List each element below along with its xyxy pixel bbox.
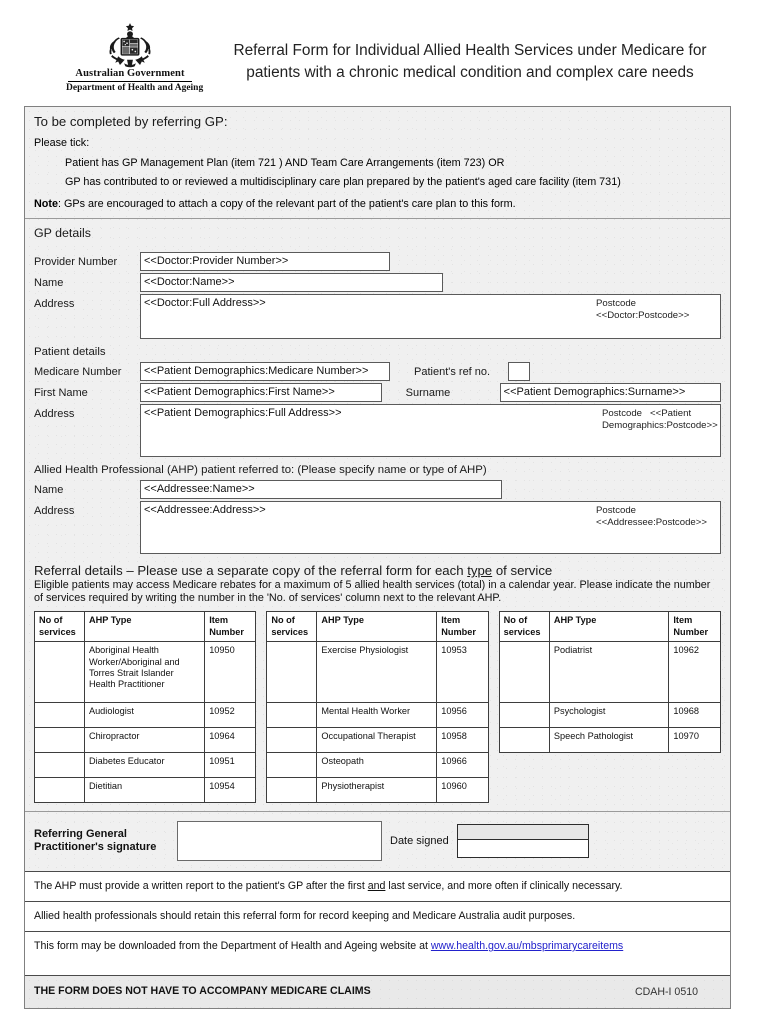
signature-row — [34, 812, 721, 871]
document-header — [0, 0, 770, 104]
provider-number-row — [34, 252, 721, 271]
footer-code: CDAH-I 0510 — [635, 986, 698, 998]
cell-no-of-services[interactable] — [35, 778, 85, 803]
crest-line-2: Department of Health and Ageing — [66, 83, 204, 93]
cell-no-of-services[interactable] — [35, 753, 85, 778]
cell-no-of-services[interactable] — [267, 703, 317, 728]
referral-title-part1: Referral details – Please use a separate copy of the referral form for each — [34, 563, 468, 578]
crest-divider — [68, 81, 192, 82]
australian-coat-of-arms-icon — [94, 22, 166, 68]
notice3-text: This form may be downloaded from the Department of Health and Ageing website at — [34, 940, 431, 953]
header-item-number: Item Number — [437, 612, 488, 642]
patient-details-title: Patient details — [34, 346, 106, 358]
date-field-top — [458, 825, 588, 840]
cell-no-of-services[interactable] — [267, 728, 317, 753]
header-item-number: Item Number — [669, 612, 721, 642]
referral-details-title — [34, 554, 721, 578]
crest-line-1: Australian Government — [75, 68, 185, 79]
cell-item-number: 10950 — [205, 642, 256, 703]
cell-ahp-type: Aboriginal Health Worker/Aboriginal and Torres Strait Islander Health Practitioner — [84, 642, 204, 703]
cell-ahp-type: Dietitian — [84, 778, 204, 803]
patient-details-section — [25, 339, 730, 457]
header-no-of-services: No of services — [267, 612, 317, 642]
header-ahp-type: AHP Type — [549, 612, 669, 642]
notice1-part1: The AHP must provide a written report to the patient's GP after the first — [34, 880, 368, 893]
patient-postcode-label: Postcode — [602, 408, 643, 419]
cell-item-number: 10953 — [437, 642, 488, 703]
first-name-row — [34, 383, 721, 402]
gp-address-field[interactable] — [140, 294, 721, 339]
table-row — [35, 728, 256, 753]
cell-ahp-type: Speech Pathologist — [549, 728, 669, 753]
gp-details-section — [25, 219, 730, 339]
gp-postcode-block — [596, 298, 714, 322]
ahp-address-label: Address — [34, 505, 75, 517]
cell-item-number: 10956 — [437, 703, 488, 728]
notice1-part2: last service, and more often if clinically necessary. — [385, 880, 623, 893]
spacer — [34, 242, 721, 250]
ahp-name-field[interactable]: <<Addressee:Name>> — [140, 480, 502, 499]
header-ahp-type: AHP Type — [317, 612, 437, 642]
surname-label: Surname — [405, 387, 451, 399]
notice-download — [25, 931, 730, 975]
cell-ahp-type: Audiologist — [84, 703, 204, 728]
cell-ahp-type: Osteopath — [317, 753, 437, 778]
note-label: Note — [34, 198, 58, 210]
gp-address-label: Address — [34, 298, 75, 310]
gp-address-row — [34, 294, 721, 339]
gp-address-value: <<Doctor:Full Address>> — [144, 297, 266, 309]
table-row — [499, 703, 720, 728]
page-title: Referral Form for Individual Allied Health Services under Medicare for patients with a chronic medical condition and complex care needs — [233, 42, 707, 81]
gp-instructions-section — [25, 107, 730, 218]
gp-postcode-label: Postcode — [596, 298, 637, 309]
first-name-label: First Name — [34, 387, 88, 399]
medicare-number-field[interactable]: <<Patient Demographics:Medicare Number>> — [140, 362, 390, 381]
cell-no-of-services[interactable] — [267, 778, 317, 803]
cell-item-number: 10964 — [205, 728, 256, 753]
cell-no-of-services[interactable] — [499, 728, 549, 753]
ahp-table-column-2 — [266, 611, 488, 803]
notice-written-report — [25, 871, 730, 901]
patient-address-label: Address — [34, 408, 75, 420]
gp-postcode-value[interactable]: <<Doctor:Postcode>> — [596, 310, 690, 321]
surname-field[interactable]: <<Patient Demographics:Surname>> — [500, 383, 721, 402]
cell-no-of-services[interactable] — [35, 703, 85, 728]
ahp-name-label: Name — [34, 484, 64, 496]
cell-ahp-type: Mental Health Worker — [317, 703, 437, 728]
notice-record-keeping: Allied health professionals should retain this referral form for record keeping and Medicare Australia audit purposes. — [25, 901, 730, 931]
cell-item-number: 10968 — [669, 703, 721, 728]
date-signed-field[interactable] — [457, 824, 589, 858]
note-text: : GPs are encouraged to attach a copy of the relevant part of the patient's care plan to this form. — [58, 198, 516, 210]
tick-option-2[interactable]: GP has contributed to or reviewed a multidisciplinary care plan prepared by the patient's aged care facility (item 731) — [65, 176, 621, 188]
ahp-name-row — [34, 480, 721, 499]
gp-instructions-heading: To be completed by referring GP: — [34, 114, 228, 129]
table-row — [35, 642, 256, 703]
ahp-postcode-label: Postcode — [596, 505, 637, 516]
table-row — [267, 728, 488, 753]
cell-ahp-type: Exercise Physiologist — [317, 642, 437, 703]
gp-name-row — [34, 273, 721, 292]
referral-details-section — [25, 554, 730, 811]
patient-ref-no-label: Patient's ref no. — [414, 366, 491, 378]
cell-ahp-type: Physiotherapist — [317, 778, 437, 803]
please-tick-label: Please tick: — [34, 137, 90, 149]
referral-details-body: Eligible patients may access Medicare rebates for a maximum of 5 allied health services (total) in a calendar year. Please indicate the number of services required by writing the number in the 'No. of services' column next to the relevant AHP. — [34, 579, 711, 605]
patient-address-row — [34, 404, 721, 457]
health-website-link[interactable]: www.health.gov.au/mbsprimarycareitems — [430, 940, 624, 953]
cell-ahp-type: Occupational Therapist — [317, 728, 437, 753]
patient-ref-no-field[interactable] — [508, 362, 530, 381]
table-header-row — [499, 612, 720, 642]
tick-option-1[interactable]: Patient has GP Management Plan (item 721 ) AND Team Care Arrangements (item 723) OR — [65, 157, 505, 169]
ahp-address-value: <<Addressee:Address>> — [144, 504, 266, 516]
patient-address-value: <<Patient Demographics:Full Address>> — [144, 407, 342, 419]
table-header-row — [35, 612, 256, 642]
table-header-row — [267, 612, 488, 642]
signature-label: Referring General Practitioner's signature — [34, 827, 157, 854]
table-row — [267, 642, 488, 703]
gp-note — [34, 189, 721, 218]
referral-form-panel — [24, 106, 731, 1009]
ahp-type-tables — [34, 611, 721, 811]
notice-no-medicare-claims: THE FORM DOES NOT HAVE TO ACCOMPANY MEDICARE CLAIMS — [25, 975, 730, 1008]
signature-section — [25, 812, 730, 871]
cell-item-number: 10966 — [437, 753, 488, 778]
ahp-table-column-1 — [34, 611, 256, 803]
table-row — [267, 778, 488, 803]
ahp-referred-section — [25, 457, 730, 554]
cell-ahp-type: Chiropractor — [84, 728, 204, 753]
table-row — [35, 703, 256, 728]
cell-item-number: 10970 — [669, 728, 721, 753]
cell-item-number: 10958 — [437, 728, 488, 753]
ahp-address-row — [34, 501, 721, 554]
table-row — [35, 753, 256, 778]
patient-address-field[interactable] — [140, 404, 721, 457]
gp-details-title: GP details — [34, 226, 91, 240]
referral-title-underlined: type — [467, 563, 493, 578]
notice1-underlined: and — [367, 880, 386, 893]
gp-name-field[interactable]: <<Doctor:Name>> — [140, 273, 443, 292]
cell-no-of-services[interactable] — [499, 703, 549, 728]
cell-item-number: 10962 — [669, 642, 721, 703]
cell-no-of-services[interactable] — [267, 753, 317, 778]
header-ahp-type: AHP Type — [84, 612, 204, 642]
cell-no-of-services[interactable] — [35, 642, 85, 703]
cell-item-number: 10960 — [437, 778, 488, 803]
cell-ahp-type: Diabetes Educator — [84, 753, 204, 778]
gp-name-label: Name — [34, 277, 64, 289]
first-name-field[interactable]: <<Patient Demographics:First Name>> — [140, 383, 382, 402]
cell-ahp-type: Podiatrist — [549, 642, 669, 703]
header-no-of-services: No of services — [499, 612, 549, 642]
ahp-referred-title: Allied Health Professional (AHP) patient referred to: (Please specify name or type of AHP) — [34, 464, 487, 476]
ahp-address-field[interactable] — [140, 501, 721, 554]
patient-postcode-block — [602, 408, 718, 432]
signature-field[interactable] — [177, 821, 382, 861]
date-field-input[interactable] — [458, 840, 588, 857]
header-item-number: Item Number — [205, 612, 256, 642]
header-no-of-services: No of services — [35, 612, 85, 642]
provider-number-label: Provider Number — [34, 256, 118, 268]
table-row — [499, 642, 720, 703]
cell-ahp-type: Psychologist — [549, 703, 669, 728]
cell-item-number: 10954 — [205, 778, 256, 803]
date-signed-label: Date signed — [390, 835, 449, 848]
ahp-postcode-value[interactable]: <<Addressee:Postcode>> — [596, 517, 707, 528]
government-crest — [66, 22, 204, 94]
ahp-table-column-3 — [499, 611, 721, 753]
cell-no-of-services[interactable] — [267, 642, 317, 703]
table-row — [267, 703, 488, 728]
provider-number-field[interactable]: <<Doctor:Provider Number>> — [140, 252, 390, 271]
cell-item-number: 10951 — [205, 753, 256, 778]
table-row — [35, 778, 256, 803]
referral-title-part2: of service — [492, 563, 553, 578]
medicare-number-row — [34, 362, 721, 381]
cell-no-of-services[interactable] — [499, 642, 549, 703]
cell-item-number: 10952 — [205, 703, 256, 728]
table-row — [267, 753, 488, 778]
medicare-number-label: Medicare Number — [34, 366, 122, 378]
table-row — [499, 728, 720, 753]
patient-postcode-value[interactable]: <<Patient Demographics:Postcode>> — [602, 408, 718, 431]
cell-no-of-services[interactable] — [35, 728, 85, 753]
ahp-postcode-block — [596, 505, 714, 529]
